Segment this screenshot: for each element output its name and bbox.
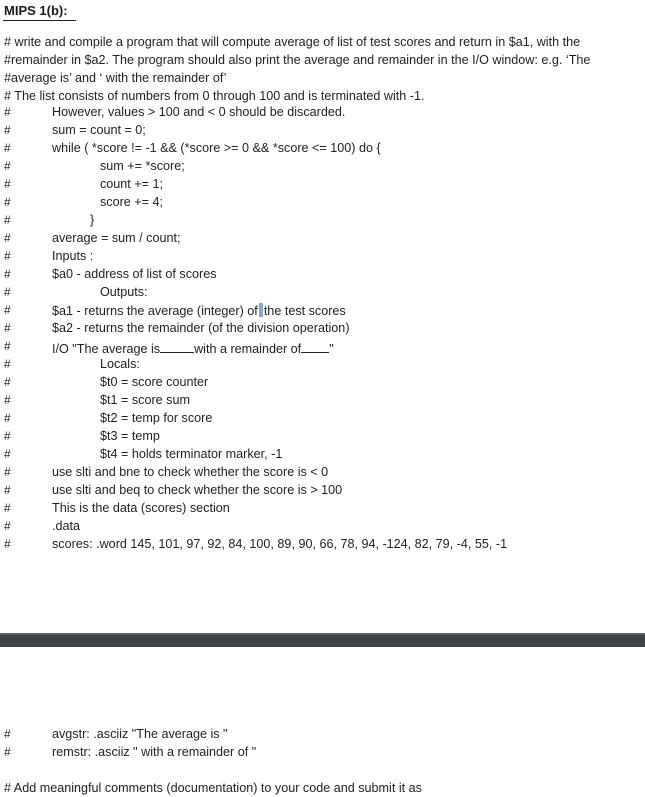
code-line-part: the test scores xyxy=(263,304,346,318)
code-line: $t0 = score counter xyxy=(100,375,209,389)
code-line: scores: .word 145, 101, 97, 92, 84, 100, 89, 90, 66, 78, 94, -124, 82, 79, -4, 55, -1 xyxy=(52,537,508,551)
code-line: score += 4; xyxy=(100,195,164,209)
code-line: use slti and bne to check whether the score is < 0 xyxy=(52,465,329,479)
code-line: $t1 = score sum xyxy=(100,393,190,407)
code-line: } xyxy=(90,213,95,227)
code-line: $a0 - address of list of scores xyxy=(52,267,217,281)
code-line: average = sum / count; xyxy=(52,231,181,245)
code-line xyxy=(52,303,346,318)
page-divider-highlight xyxy=(0,633,645,635)
fill-in-blank xyxy=(160,339,194,353)
code-line: use slti and beq to check whether the score is > 100 xyxy=(52,483,343,497)
code-line: $t2 = temp for score xyxy=(100,411,213,425)
intro-line-1: # write and compile a program that will compute average of list of test scores and return in $a1, with the xyxy=(4,35,581,49)
comment-hash: # xyxy=(4,123,11,137)
code-line-part: I/O "The average is xyxy=(52,342,161,356)
comment-hash: # xyxy=(4,745,11,759)
comment-hash: # xyxy=(4,537,11,551)
comment-hash: # xyxy=(4,429,11,443)
code-line: $t4 = holds terminator marker, -1 xyxy=(100,447,283,461)
footer-note: # Add meaningful comments (documentation) to your code and submit it as xyxy=(4,781,422,795)
comment-hash: # xyxy=(4,267,11,281)
code-line: avgstr: .asciiz "The average is " xyxy=(52,727,228,741)
intro-line-2: #remainder in $a2. The program should also print the average and remainder in the I/O window: e.g. ‘The xyxy=(4,53,591,67)
text-cursor xyxy=(259,303,263,317)
comment-hash: # xyxy=(4,249,11,263)
comment-hash: # xyxy=(4,231,11,245)
comment-hash: # xyxy=(4,105,11,119)
comment-hash: # xyxy=(4,195,11,209)
code-line: This is the data (scores) section xyxy=(52,501,230,515)
code-line: However, values > 100 and < 0 should be discarded. xyxy=(52,105,346,119)
code-line: .data xyxy=(52,519,81,533)
comment-hash: # xyxy=(4,159,11,173)
code-line: Inputs : xyxy=(52,249,94,263)
comment-hash: # xyxy=(4,285,11,299)
intro-line-3: #average is’ and ‘ with the remainder of’ xyxy=(4,71,227,85)
comment-hash: # xyxy=(4,177,11,191)
comment-hash: # xyxy=(4,519,11,533)
comment-hash: # xyxy=(4,501,11,515)
code-line: sum = count = 0; xyxy=(52,123,146,137)
comment-hash: # xyxy=(4,393,11,407)
code-line: Locals: xyxy=(100,357,140,371)
comment-hash: # xyxy=(4,375,11,389)
code-line: Outputs: xyxy=(100,285,148,299)
page-title: MIPS 1(b): xyxy=(4,3,68,18)
title-underline xyxy=(3,20,76,21)
code-line: sum += *score; xyxy=(100,159,185,173)
code-line: $t3 = temp xyxy=(100,429,160,443)
code-line: remstr: .asciiz " with a remainder of " xyxy=(52,745,257,759)
code-line xyxy=(52,339,334,356)
code-line-part: $a1 - returns the average (integer) of xyxy=(52,304,258,318)
code-line-part: with a remainder of xyxy=(194,342,302,356)
comment-hash: # xyxy=(4,447,11,461)
code-line: count += 1; xyxy=(100,177,164,191)
comment-hash: # xyxy=(4,213,11,227)
fill-in-blank xyxy=(301,339,329,353)
comment-hash: # xyxy=(4,465,11,479)
comment-hash: # xyxy=(4,357,11,371)
code-line-part: " xyxy=(329,342,334,356)
comment-hash: # xyxy=(4,727,11,741)
comment-hash: # xyxy=(4,411,11,425)
page-divider xyxy=(0,633,645,647)
comment-hash: # xyxy=(4,141,11,155)
code-line: $a2 - returns the remainder (of the division operation) xyxy=(52,321,350,335)
code-line: while ( *score != -1 && (*score >= 0 && *score <= 100) do { xyxy=(52,141,381,155)
comment-hash: # xyxy=(4,339,11,353)
comment-hash: # xyxy=(4,303,11,317)
comment-hash: # xyxy=(4,321,11,335)
comment-hash: # xyxy=(4,483,11,497)
intro-line-4: # The list consists of numbers from 0 through 100 and is terminated with -1. xyxy=(4,89,425,103)
